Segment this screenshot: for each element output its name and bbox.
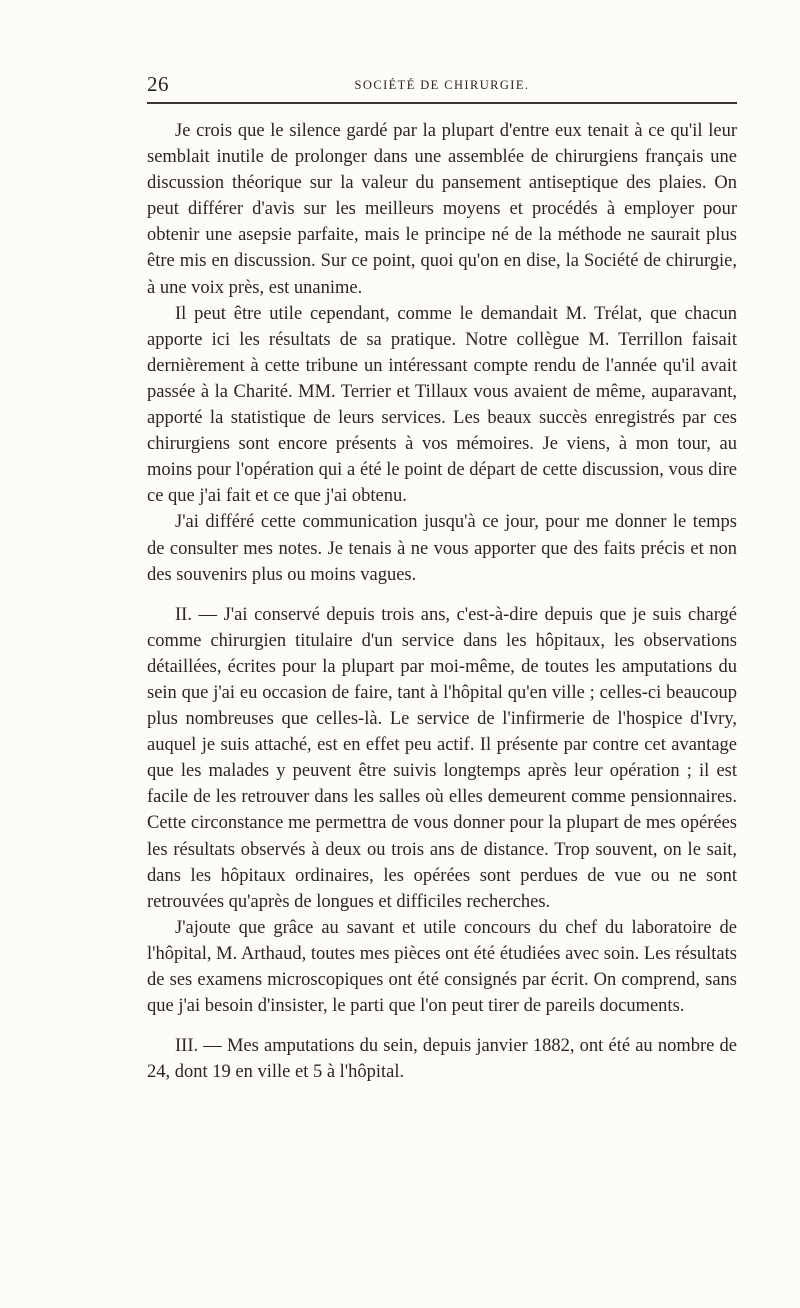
paragraph-results: Il peut être utile cependant, comme le demandait M. Trélat, que chacun apporte ici les résultats de sa pratique. Notre collègue M. Terrillon faisait dernièrement à cette tribune un intéressant compte rendu de l'année qu'il avait passée à la Charité. MM. Terrier et Tillaux vous avaient de même, auparavant, apporté la statistique de leurs services. Les beaux succès enregistrés par ces chirurgiens sont encore présents à vos mémoires. Je viens, à mon tour, au moins pour l'opération qui a été le point de départ de cette discussion, vous dire ce que j'ai fait et ce que j'ai obtenu. <box>147 303 737 507</box>
section-iii-paragraph: III. — Mes amputations du sein, depuis janvier 1882, ont été au nombre de 24, dont 19 en ville et 5 à l'hôpital. <box>147 1036 737 1083</box>
body-text <box>147 118 737 1085</box>
section-ii-paragraph: II. — J'ai conservé depuis trois ans, c'est-à-dire depuis que je suis chargé comme chirurgien titulaire d'un service dans les hôpitaux, les observations détaillées, écrites pour la plupart par moi-même, de toutes les amputations du sein que j'ai eu occasion de faire, tant à l'hôpital qu'en ville ; celles-ci beaucoup plus nombreuses que celles-là. Le service de l'infirmerie de l'hospice d'Ivry, auquel je suis attaché, est en effet peu actif. Il présente par contre cet avantage que les malades y peuvent être suivis longtemps après leur opération ; il est facile de les retrouver dans les salles où elles demeurent comme pensionnaires. Cette circonstance me permettra de vous donner pour la plupart de mes opérées les résultats observés à deux ou trois ans de distance. Trop souvent, on le sait, dans les hôpitaux ordinaires, les opérées sont perdues de vue ou ne sont retrouvées qu'après de longues et difficiles recherches. <box>147 604 737 912</box>
page-header <box>147 72 737 102</box>
header-rule <box>147 102 737 104</box>
page-number: 26 <box>147 72 169 96</box>
paragraph-deferred: J'ai différé cette communication jusqu'à ce jour, pour me donner le temps de consulter mes notes. Je tenais à ne vous apporter que des faits précis et non des souvenirs plus ou moins vagues. <box>147 512 737 585</box>
running-title: SOCIÉTÉ DE CHIRURGIE. <box>354 78 530 92</box>
paragraph-laboratory: J'ajoute que grâce au savant et utile concours du chef du laboratoire de l'hôpital, M. Arthaud, toutes mes pièces ont été étudiées avec soin. Les résultats de ses examens microscopiques ont été consignés par écrit. On comprend, sans que j'ai besoin d'insister, le parti que l'on peut tirer de pareils documents. <box>147 917 737 1017</box>
paragraph-silence: Je crois que le silence gardé par la plupart d'entre eux tenait à ce qu'il leur semblait inutile de prolonger dans une assemblée de chirurgiens français une discussion théorique sur la valeur du pansement antiseptique des plaies. On peut différer d'avis sur les meilleurs moyens et procédés à employer pour obtenir une asepsie parfaite, mais le principe né de la méthode ne saurait plus être mis en discussion. Sur ce point, quoi qu'on en dise, la Société de chirurgie, à une voix près, est unanime. <box>147 121 737 298</box>
